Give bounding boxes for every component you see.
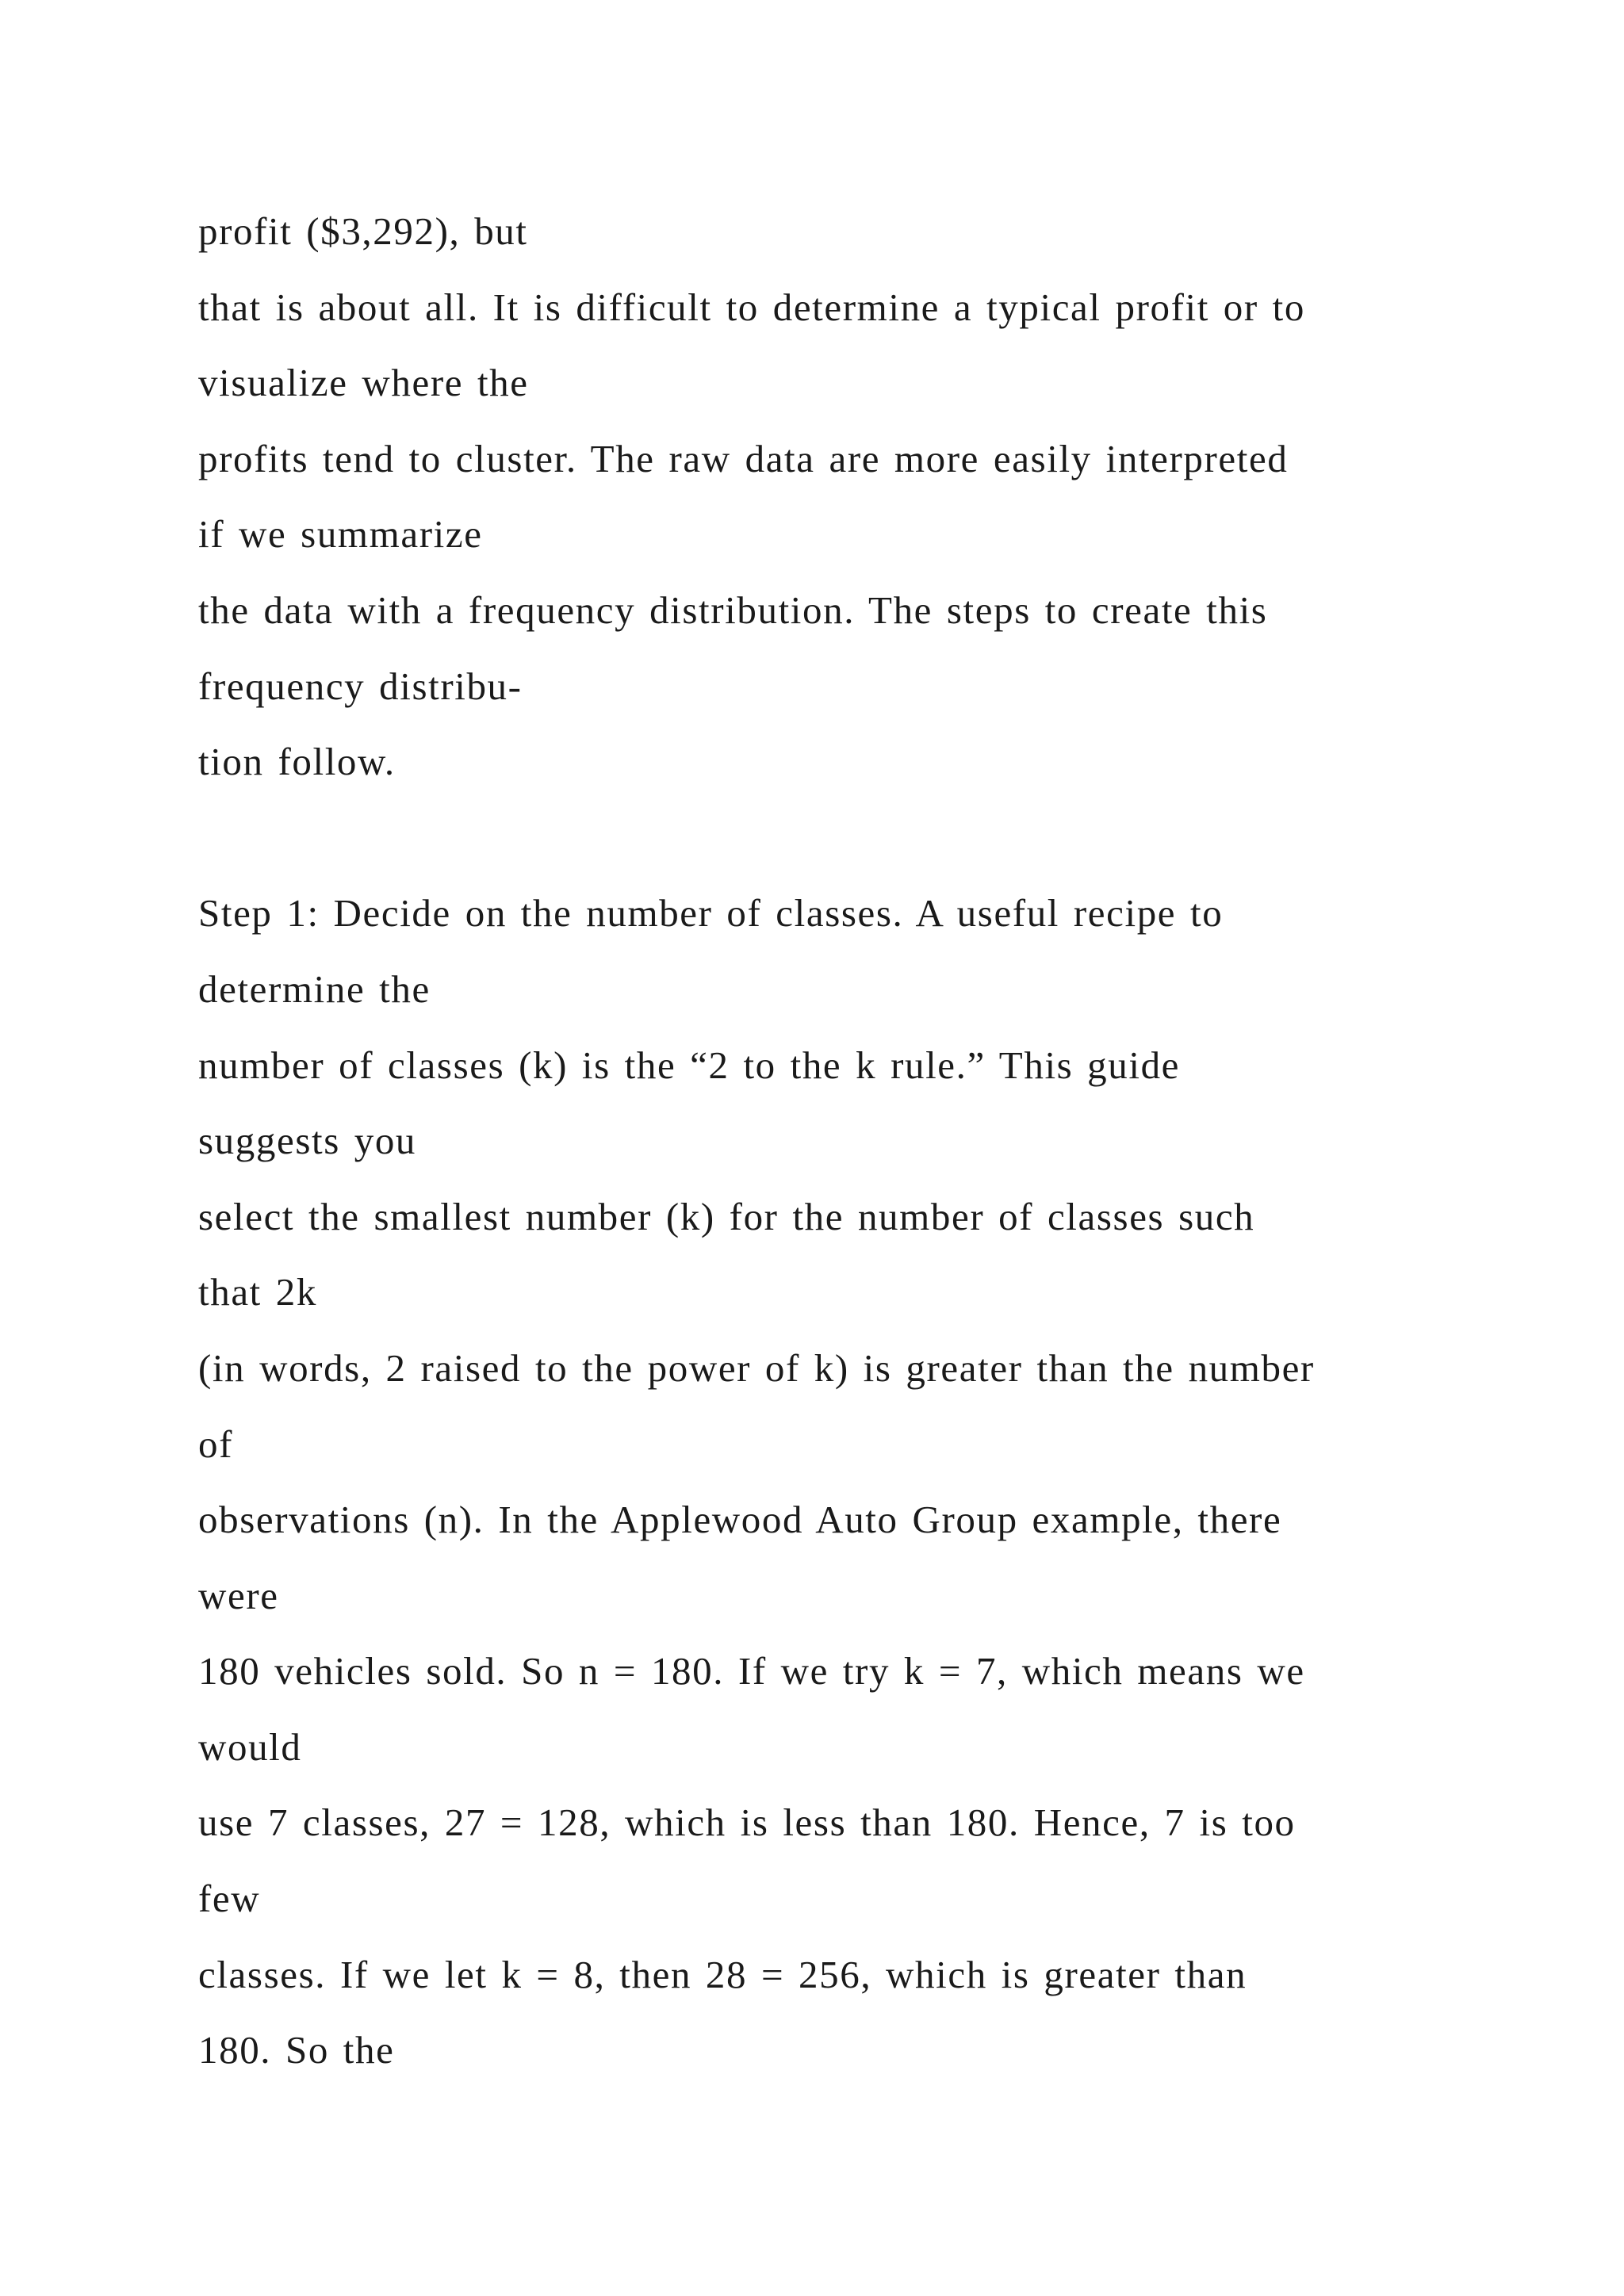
text-line: Step 1: Decide on the number of classes. A useful recipe to xyxy=(198,891,1224,936)
text-line: use 7 classes, 27 = 128, which is less than 180. Hence, 7 is too xyxy=(198,1800,1296,1845)
text-line: 180. So the xyxy=(198,2028,395,2072)
text-line: if we summarize xyxy=(198,512,483,557)
text-line: frequency distribu- xyxy=(198,664,523,708)
paragraph-2 xyxy=(198,875,1483,2088)
text-line: 180 vehicles sold. So n = 180. If we try k = 7, which means we xyxy=(198,1649,1305,1693)
paragraph-1 xyxy=(198,193,1483,800)
text-line: profits tend to cluster. The raw data are more easily interpreted xyxy=(198,436,1289,480)
text-line: profit ($3,292), but xyxy=(198,209,528,253)
text-line: that 2k xyxy=(198,1270,317,1314)
text-line: select the smallest number (k) for the number of classes such xyxy=(198,1194,1255,1238)
text-line: of xyxy=(198,1422,234,1466)
body-text xyxy=(198,193,1483,2088)
text-line: suggests you xyxy=(198,1119,417,1163)
text-line: (in words, 2 raised to the power of k) is greater than the number xyxy=(198,1345,1315,1390)
text-line: few xyxy=(198,1877,261,1921)
text-line: would xyxy=(198,1724,302,1769)
paragraph-spacer xyxy=(198,800,1483,876)
text-line: that is about all. It is difficult to determine a typical profit or to xyxy=(198,285,1305,329)
text-line: number of classes (k) is the “2 to the k rule.” This guide xyxy=(198,1043,1181,1087)
text-line: were xyxy=(198,1573,279,1617)
text-line: classes. If we let k = 8, then 28 = 256, which is greater than xyxy=(198,1952,1247,1996)
text-line: tion follow. xyxy=(198,740,396,784)
text-line: visualize where the xyxy=(198,361,529,405)
text-line: determine the xyxy=(198,966,431,1011)
text-line: the data with a frequency distribution. The steps to create this xyxy=(198,587,1268,632)
text-line: observations (n). In the Applewood Auto Group example, there xyxy=(198,1498,1282,1542)
